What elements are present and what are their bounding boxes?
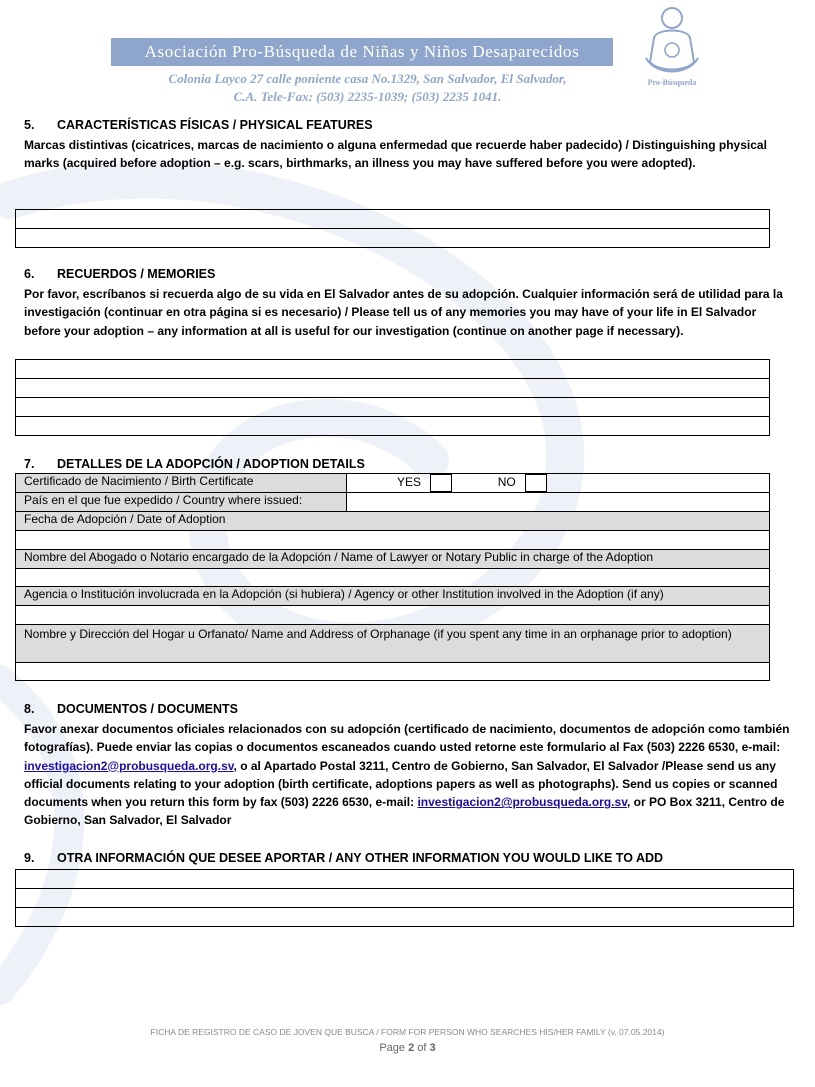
other-info-line-3[interactable] — [16, 908, 793, 927]
country-issued-label: País en el que fue expedido / Country where issued: — [16, 493, 347, 512]
footer-form-title: FICHA DE REGISTRO DE CASO DE JOVEN QUE BUSCA / FORM FOR PERSON WHO SEARCHES HIS/HER FAMILY (v. 07.05.2014) — [150, 1027, 665, 1037]
page-number — [0, 1042, 815, 1054]
section-7-title: DETALLES DE LA ADOPCIÓN / ADOPTION DETAILS — [57, 457, 365, 471]
email-link-1[interactable]: investigacion2@probusqueda.org.sv — [24, 758, 234, 773]
section-9-heading — [24, 851, 663, 865]
memories-line-1[interactable] — [16, 360, 769, 379]
section-7-heading — [24, 457, 365, 471]
memories-lines — [15, 359, 770, 436]
section-8-text-1: Favor anexar documentos oficiales relacionados con su adopción (certificado de nacimiento, documentos de adopción como también fotografías). Puede enviar las copias o documentos escaneados cuando usted retorne este formulario al Fax (503) 2226 6530, e-mail: — [24, 722, 790, 755]
adoption-details-table — [15, 473, 770, 681]
orphanage-field[interactable] — [16, 663, 770, 681]
no-label: NO — [497, 475, 516, 490]
page-prefix: Page — [379, 1042, 406, 1054]
address-line-1: Colonia Layco 27 calle poniente casa No.1329, San Salvador, El Salvador, — [168, 71, 567, 86]
physical-features-lines — [15, 209, 770, 248]
section-8-heading — [24, 702, 238, 716]
adoption-date-label: Fecha de Adopción / Date of Adoption — [16, 512, 770, 531]
address-line-2: C.A. Tele-Fax: (503) 2235-1039; (503) 2235 1041. — [233, 89, 502, 104]
lawyer-label: Nombre del Abogado o Notario encargado de la Adopción / Name of Lawyer or Notary Public in charge of the Adoption — [16, 550, 770, 569]
section-8-title: DOCUMENTOS / DOCUMENTS — [57, 702, 239, 716]
other-info-line-1[interactable] — [16, 870, 793, 889]
page-current: 2 — [408, 1042, 415, 1054]
section-5-instructions: Marcas distintivas (cicatrices, marcas de nacimiento o alguna enfermedad que recuerde haber padecido) / Distinguishing physical marks (acquired before adoption – e.g. scars, birthmarks, an illness you may have suffered before you were adopted). — [24, 138, 767, 171]
section-8-text-3: , or PO Box 3211, Centro de Gobierno, San Salvador, El Salvador — [24, 795, 785, 828]
country-issued-field[interactable] — [347, 493, 770, 512]
section-5-title: CARACTERÍSTICAS FÍSICAS / PHYSICAL FEATURES — [57, 118, 373, 132]
section-5-number: 5. — [24, 118, 35, 132]
adoption-date-field[interactable] — [16, 531, 770, 550]
birth-certificate-label: Certificado de Nacimiento / Birth Certificate — [16, 474, 347, 493]
memories-line-2[interactable] — [16, 379, 769, 398]
memories-line-4[interactable] — [16, 417, 769, 436]
agency-field[interactable] — [16, 606, 770, 625]
org-name-banner: Asociación Pro-Búsqueda de Niñas y Niños Desaparecidos — [111, 38, 613, 66]
section-8-number: 8. — [24, 702, 35, 716]
section-8-instructions — [24, 720, 796, 830]
section-9-title: OTRA INFORMACIÓN QUE DESEE APORTAR / ANY OTHER INFORMATION YOU WOULD LIKE TO ADD — [57, 851, 664, 865]
yes-checkbox[interactable] — [430, 474, 452, 492]
section-8-text-2: , o al Apartado Postal 3211, Centro de Gobierno, San Salvador, El Salvador /Please send us any official documents relating to your adoption (birth certificate, adoptions papers as well as photographs). Send us copies or scanned documents when you return this form by fax (503) 2226 6530, e-mail: — [24, 758, 778, 810]
page-of: of — [417, 1042, 427, 1054]
birth-certificate-options — [347, 474, 770, 493]
agency-label: Agencia o Institución involucrada en la Adopción (si hubiera) / Agency or other Institution involved in the Adoption (if any) — [16, 587, 770, 606]
other-info-line-2[interactable] — [16, 889, 793, 908]
logo-caption: Pro-Búsqueda — [647, 78, 697, 87]
section-6-number: 6. — [24, 267, 35, 281]
memories-line-3[interactable] — [16, 398, 769, 417]
physical-features-line-1[interactable] — [16, 210, 769, 229]
email-link-2[interactable]: investigacion2@probusqueda.org.sv — [417, 795, 627, 810]
page-total: 3 — [429, 1042, 436, 1054]
section-5-heading — [24, 118, 373, 132]
section-9-number: 9. — [24, 851, 35, 865]
no-checkbox[interactable] — [525, 474, 547, 492]
orphanage-label: Nombre y Dirección del Hogar u Orfanato/ Name and Address of Orphanage (if you spent any time in an orphanage prior to adoption) — [16, 625, 770, 663]
lawyer-field[interactable] — [16, 569, 770, 587]
section-6-instructions: Por favor, escríbanos si recuerda algo de su vida en El Salvador antes de su adopción. Cualquier información será de utilidad para la investigación (continuar en otra página si es necesario) / Please tell us of any memories you may have of your life in El Salvador before your adoption – any information at all is useful for our investigation (continue on another page if necessary). — [24, 287, 783, 338]
section-6-title: RECUERDOS / MEMORIES — [57, 267, 216, 281]
physical-features-line-2[interactable] — [16, 229, 769, 248]
section-6-heading — [24, 267, 215, 281]
yes-label: YES — [397, 475, 422, 490]
other-information-lines — [15, 869, 794, 927]
section-7-number: 7. — [24, 457, 35, 471]
